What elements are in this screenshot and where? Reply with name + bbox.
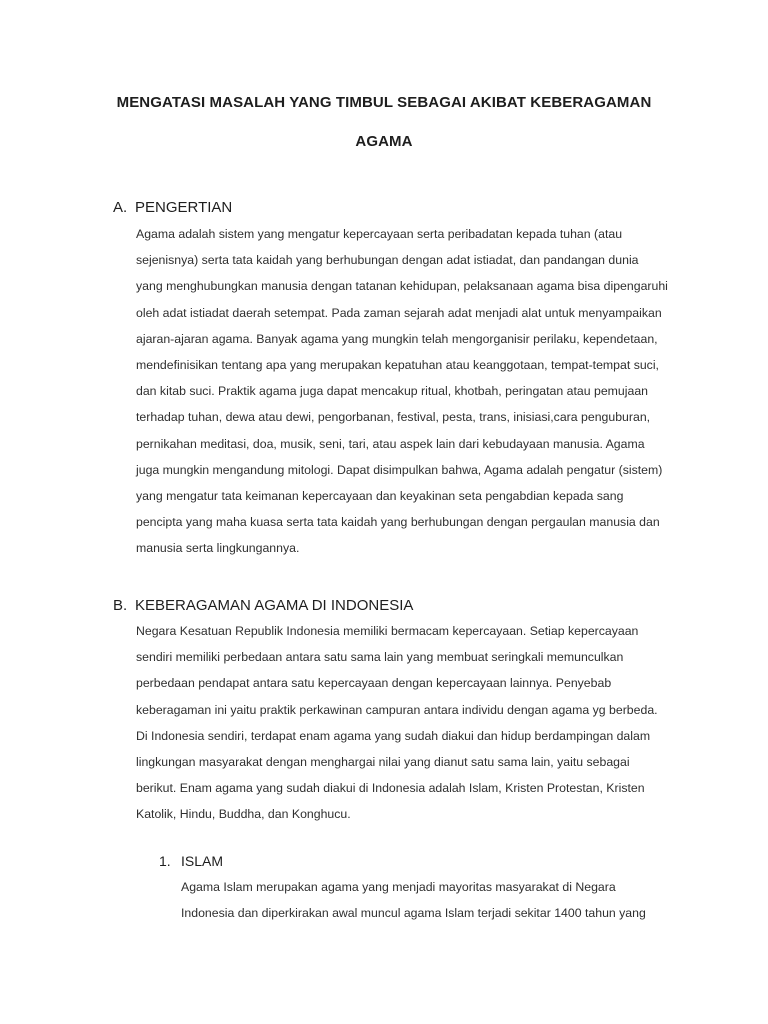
- paragraph-line: Agama adalah sistem yang mengatur kepercayaan serta peribadatan kepada tuhan (atau: [136, 227, 623, 241]
- paragraph-keberagaman: [136, 618, 676, 828]
- paragraph-line: oleh adat istiadat daerah setempat. Pada zaman sejarah adat menjadi alat untuk menyampaikan: [136, 305, 662, 320]
- paragraph-line: berikut. Enam agama yang sudah diakui di Indonesia adalah Islam, Kristen Protestan, Kristen: [136, 781, 645, 796]
- section-heading-text: PENGERTIAN: [135, 199, 233, 216]
- paragraph-line: Indonesia dan diperkirakan awal muncul agama Islam terjadi sekitar 1400 tahun yang: [181, 906, 646, 921]
- paragraph-islam: [181, 874, 681, 926]
- paragraph-line: pencipta yang maha kuasa serta tata kaidah yang berhubungan dengan pergaulan manusia dan: [136, 515, 660, 530]
- paragraph-line: lingkungan masyarakat dengan menghargai nilai yang dianut satu sama lain, yaitu sebagai: [136, 755, 630, 770]
- section-letter: A.: [113, 199, 128, 216]
- paragraph-line: dan kitab suci. Praktik agama juga dapat mencakup ritual, khotbah, peringatan atau pemujaan: [136, 384, 649, 399]
- paragraph-line: pernikahan meditasi, doa, musik, seni, tari, atau aspek lain dari kebudayaan manusia. Agama: [136, 436, 645, 451]
- paragraph-line: Katolik, Hindu, Buddha, dan Konghucu.: [136, 807, 351, 822]
- paragraph-line: sejenisnya) serta tata kaidah yang berhubungan dengan adat istiadat, dan pandangan dunia: [136, 253, 639, 268]
- paragraph-line: mendefinisikan tentang apa yang merupakan kepatuhan atau keanggotaan, tempat-tempat suci,: [136, 358, 659, 373]
- paragraph-line: perbedaan pendapat antara satu kepercayaan dengan kepercayaan lainnya. Penyebab: [136, 676, 612, 691]
- section-heading-text: KEBERAGAMAN AGAMA DI INDONESIA: [135, 597, 414, 614]
- paragraph-line: sendiri memiliki perbedaan antara satu sama lain yang membuat seringkali memunculkan: [136, 650, 624, 665]
- paragraph-pengertian: [136, 221, 676, 562]
- document-title-line-1: MENGATASI MASALAH YANG TIMBUL SEBAGAI AKIBAT KEBERAGAMAN: [116, 94, 652, 111]
- paragraph-line: ajaran-ajaran agama. Banyak agama yang mungkin telah mengorganisir perilaku, kependetaan,: [136, 331, 658, 346]
- subsection-heading-text: ISLAM: [181, 853, 224, 869]
- paragraph-line: keberagaman ini yaitu praktik perkawinan campuran antara individu dengan agama yg berbeda.: [136, 702, 658, 717]
- paragraph-line: manusia serta lingkungannya.: [136, 541, 300, 556]
- paragraph-line: juga mungkin mengandung mitologi. Dapat disimpulkan bahwa, Agama adalah pengatur (sistem): [136, 462, 663, 477]
- section-letter: B.: [113, 597, 128, 614]
- document-title-line-2: AGAMA: [355, 133, 413, 150]
- subsection-heading-islam: [159, 853, 223, 869]
- paragraph-line: Negara Kesatuan Republik Indonesia memiliki bermacam kepercayaan. Setiap kepercayaan: [136, 624, 639, 638]
- paragraph-line: Di Indonesia sendiri, terdapat enam agama yang sudah diakui dan hidup berdampingan dalam: [136, 728, 651, 743]
- paragraph-line: terhadap tuhan, dewa atau dewi, pengorbanan, festival, pesta, trans, inisiasi,cara penguburan,: [136, 410, 651, 425]
- paragraph-line: yang mengatur tata keimanan kepercayaan dan keyakinan seta pengabdian kepada sang: [136, 489, 624, 504]
- section-heading-keberagaman: [113, 597, 413, 614]
- paragraph-line: yang menghubungkan manusia dengan tatanan kehidupan, pelaksanaan agama bisa dipengaruhi: [136, 279, 668, 294]
- section-heading-pengertian: [113, 199, 232, 216]
- subsection-number: 1.: [159, 853, 171, 869]
- paragraph-line: Agama Islam merupakan agama yang menjadi mayoritas masyarakat di Negara: [181, 880, 616, 894]
